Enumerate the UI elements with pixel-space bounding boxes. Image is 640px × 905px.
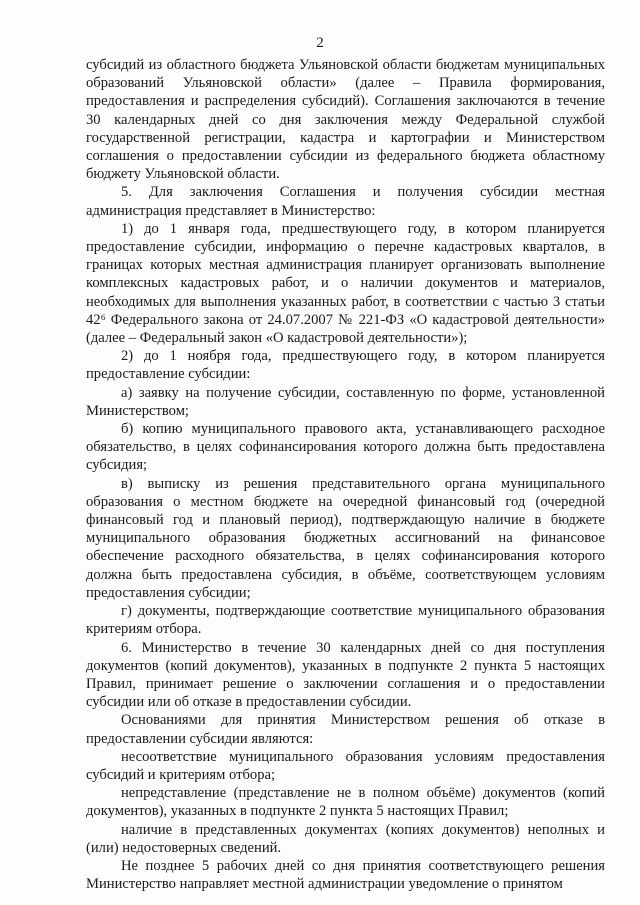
paragraph-subitem-1: 1) до 1 января года, предшествующего году, в котором планируется предоставление субсидии, информацию о перечне кадастровых кварталов, в границах которых местная администрация планирует организовать выполнение комплексных кадастровых работ, и о наличии документов и материалов, необходимых для выполнения указанных работ, в соответствии с частью 3 статьи 42⁶ Федерального закона от 24.07.2007 № 221-ФЗ «О кадастровой деятельности» (далее – Федеральный закон «О кадастровой деятельности»);	[86, 220, 605, 347]
paragraph-subitem-2g: г) документы, подтверждающие соответствие муниципального образования критериям отбора.	[86, 603, 605, 638]
paragraph-intro-continuation: субсидий из областного бюджета Ульяновской области бюджетам муниципальных образований Ульяновской области» (далее – Правила формирования, предоставления и распределения субсидий). Соглашения заключаются в течение 30 календарных дней со дня заключения между Федеральной службой государственной регистрации, кадастра и картографии и Министерством соглашения о предоставлении субсидии из федерального бюджета областному бюджету Ульяновской области.	[86, 57, 605, 183]
paragraph-notification: Не позднее 5 рабочих дней со дня принятия соответствующего решения Министерство направляет местной администрации уведомление о принятом	[86, 857, 605, 893]
paragraph-ground-1: несоответствие муниципального образования условиям предоставления субсидий и критериям отбора;	[86, 748, 605, 783]
paragraph-subitem-2a: а) заявку на получение субсидии, составленную по форме, установленной Министерством;	[86, 384, 605, 419]
paragraph-subitem-2: 2) до 1 ноября года, предшествующего году, в котором планируется предоставление субсидии:	[86, 348, 605, 383]
paragraph-item-5: 5. Для заключения Соглашения и получения субсидии местная администрация представляет в Министерство:	[86, 184, 605, 219]
paragraph-item-6: 6. Министерство в течение 30 календарных дней со дня поступления документов (копий документов), указанных в подпункте 2 пункта 5 настоящих Правил, принимает решение о заключении соглашения и о предоставлении субсидии или об отказе в предоставлении субсидии.	[86, 639, 605, 711]
paragraph-subitem-2b: б) копию муниципального правового акта, устанавливающего расходное обязательство, в целях софинансирования которого должна быть предоставлена субсидия;	[86, 421, 605, 474]
paragraph-ground-2: непредставление (представление не в полном объёме) документов (копий документов), указанных в подпункте 2 пункта 5 настоящих Правил;	[86, 785, 605, 820]
page-number: 2	[316, 35, 324, 51]
paragraph-ground-3: наличие в представленных документах (копиях документов) неполных и (или) недостоверных сведений.	[86, 821, 605, 856]
paragraph-refusal-grounds: Основаниями для принятия Министерством решения об отказе в предоставлении субсидии являются:	[86, 712, 605, 747]
document-body	[86, 56, 605, 893]
paragraph-subitem-2v: в) выписку из решения представительного органа муниципального образования о местном бюджете на очередной финансовый год (очередной финансовый год и плановый период), подтверждающую наличие в бюджете муниципального образования бюджетных ассигнований на финансовое обеспечение расходного обязательства, в целях софинансирования которого должна быть предоставлена субсидия, в объёме, соответствующем условиям предоставления субсидии;	[86, 475, 605, 601]
